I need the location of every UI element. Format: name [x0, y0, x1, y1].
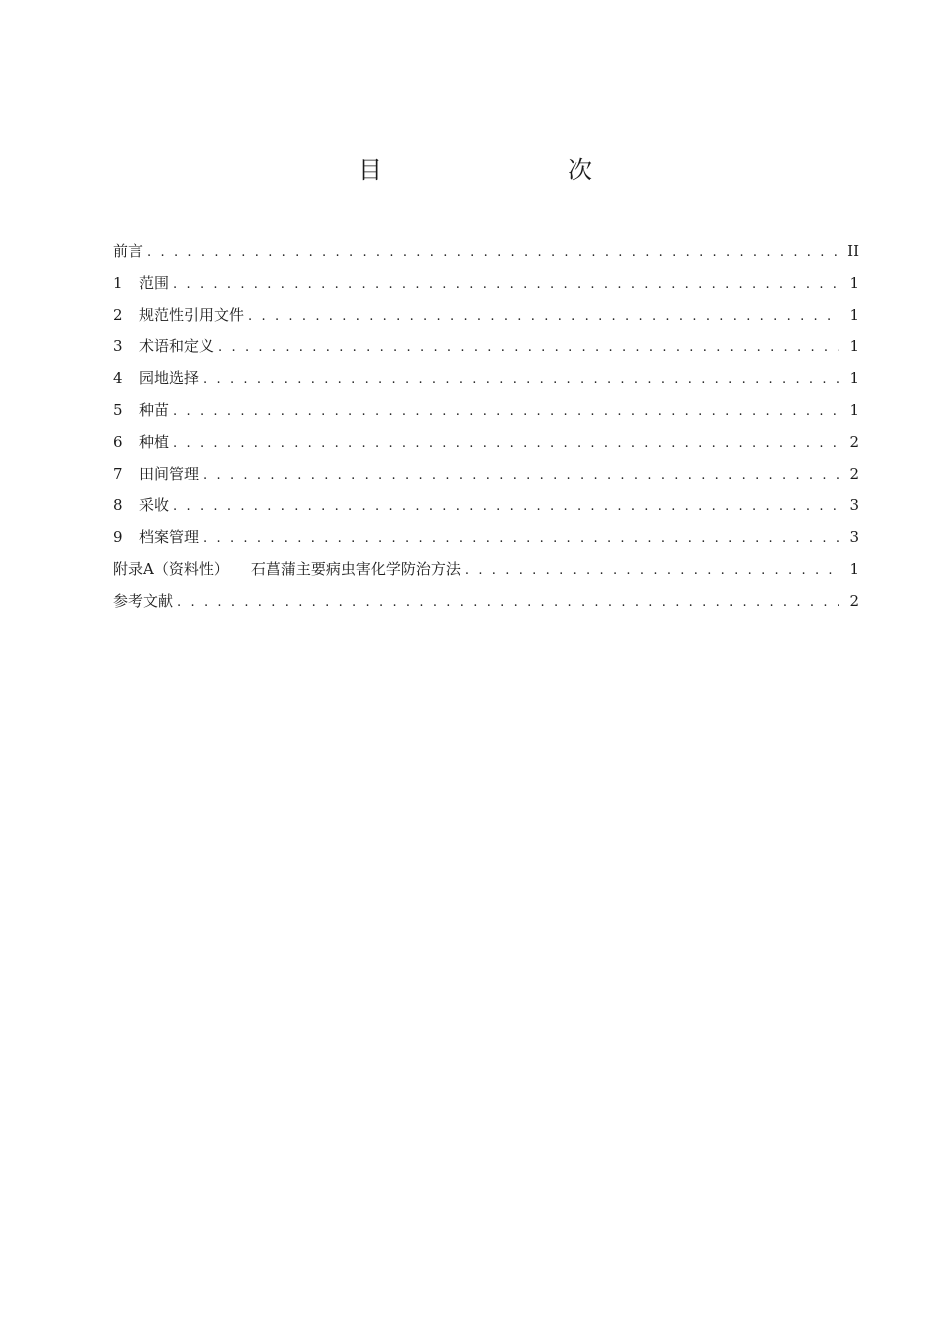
- toc-dot-leader: [173, 269, 839, 301]
- toc-page-number: 1: [849, 400, 859, 419]
- toc-entry-terms-definitions[interactable]: [113, 331, 859, 363]
- toc-page-number: 3: [849, 528, 859, 547]
- toc-entry-harvest[interactable]: [113, 490, 859, 522]
- toc-entry-label: 种苗: [139, 400, 170, 419]
- toc-page-number: 1: [849, 559, 859, 578]
- toc-entry-label: 种植: [139, 432, 170, 451]
- toc-page-number: 1: [849, 305, 859, 324]
- toc-entry-field-management[interactable]: [113, 459, 859, 491]
- toc-dot-leader: [173, 491, 839, 523]
- toc-entry-records-management[interactable]: [113, 522, 859, 554]
- toc-annex-label: 附录A（资料性）: [113, 559, 229, 578]
- toc-section-number: 9: [113, 528, 123, 547]
- toc-section-number: 1: [113, 273, 123, 292]
- toc-page-number: II: [847, 242, 859, 260]
- toc-dot-leader: [177, 587, 839, 619]
- toc-entry-label: 田间管理: [139, 464, 200, 483]
- toc-entry-label: 规范性引用文件: [139, 305, 245, 324]
- toc-dot-leader: [203, 460, 839, 492]
- toc-dot-leader: [465, 555, 839, 587]
- toc-entry-label: 参考文献: [113, 591, 174, 610]
- toc-section-number: 6: [113, 432, 123, 451]
- toc-entry-label: 范围: [139, 273, 170, 292]
- page-title: 目 次: [358, 156, 638, 184]
- toc-dot-leader: [203, 523, 839, 555]
- toc-entry-bibliography[interactable]: [113, 586, 859, 618]
- toc-page-number: 2: [849, 432, 859, 451]
- toc-page-number: 2: [849, 464, 859, 483]
- toc-entry-label: 术语和定义: [139, 337, 215, 356]
- toc-entry-label: 前言: [113, 242, 144, 260]
- toc-entry-label: 采收: [139, 496, 170, 515]
- toc-entry-scope[interactable]: [113, 268, 859, 300]
- toc-entry-site-selection[interactable]: [113, 363, 859, 395]
- toc-entry-label: 档案管理: [139, 528, 200, 547]
- toc-page-number: 1: [849, 369, 859, 388]
- toc-entry-label: 园地选择: [139, 369, 200, 388]
- toc-section-number: 3: [113, 337, 123, 356]
- toc-section-number: 7: [113, 464, 123, 483]
- toc-dot-leader: [203, 364, 839, 396]
- toc-section-number: 2: [113, 305, 123, 324]
- toc-dot-leader: [173, 428, 839, 460]
- table-of-contents: [113, 236, 859, 618]
- toc-page-number: 2: [849, 591, 859, 610]
- toc-dot-leader: [147, 237, 839, 269]
- toc-section-number: 5: [113, 400, 123, 419]
- toc-page-number: 1: [849, 337, 859, 356]
- toc-dot-leader: [173, 396, 839, 428]
- toc-page-number: 1: [849, 273, 859, 292]
- toc-page-number: 3: [849, 496, 859, 515]
- toc-section-number: 4: [113, 369, 123, 388]
- toc-entry-seedlings[interactable]: [113, 395, 859, 427]
- toc-entry-foreword[interactable]: [113, 236, 859, 268]
- toc-entry-annex-a[interactable]: [113, 554, 859, 586]
- toc-entry-planting[interactable]: [113, 427, 859, 459]
- toc-entry-normative-references[interactable]: [113, 300, 859, 332]
- toc-annex-title: 石菖蒲主要病虫害化学防治方法: [250, 559, 461, 578]
- toc-dot-leader: [218, 332, 839, 364]
- toc-dot-leader: [248, 301, 839, 333]
- toc-section-number: 8: [113, 496, 123, 515]
